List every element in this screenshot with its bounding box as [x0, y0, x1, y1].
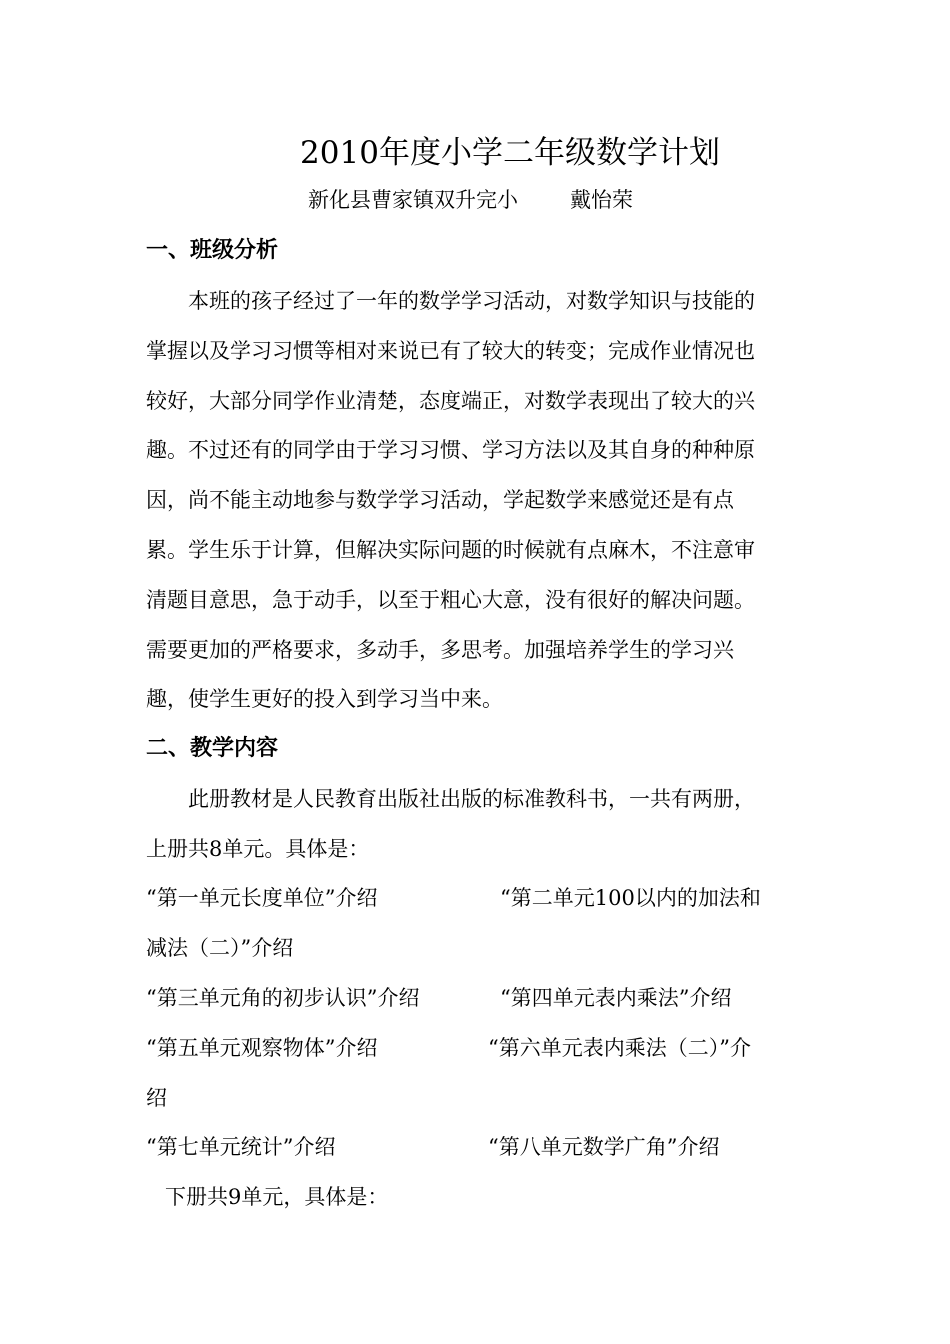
document-title: 2010年度小学二年级数学计划: [300, 135, 720, 171]
author-school: 新化县曹家镇双升完小: [308, 188, 518, 212]
paragraph-line: 因，尚不能主动地参与数学学习活动，学起数学来感觉还是有点: [146, 488, 734, 512]
unit-item: “第二单元100以内的加法和: [500, 886, 761, 910]
unit-item: “第六单元表内乘法（二）”介: [488, 1036, 751, 1060]
paragraph-line: 掌握以及学习习惯等相对来说已有了较大的转变；完成作业情况也: [146, 339, 755, 363]
unit-item: “第七单元统计”介绍: [146, 1135, 336, 1159]
paragraph-line: 较好，大部分同学作业清楚，态度端正，对数学表现出了较大的兴: [146, 389, 755, 413]
unit-item: 绍: [146, 1086, 167, 1110]
section-heading-teaching-content: 二、教学内容: [146, 736, 279, 761]
section-heading-class-analysis: 一、班级分析: [146, 238, 279, 263]
paragraph-line: 本班的孩子经过了一年的数学学习活动，对数学知识与技能的: [188, 289, 755, 313]
paragraph-line: 趣，使学生更好的投入到学习当中来。: [146, 687, 503, 711]
paragraph-line: 上册共8单元。具体是：: [146, 837, 370, 861]
paragraph-line: 趣。不过还有的同学由于学习习惯、学习方法以及其自身的种种原: [146, 438, 755, 462]
unit-item: 减法（二）”介绍: [146, 936, 294, 960]
paragraph-line: 需要更加的严格要求，多动手，多思考。加强培养学生的学习兴: [146, 638, 734, 662]
paragraph-line: 此册教材是人民教育出版社出版的标准教科书，一共有两册，: [188, 787, 755, 811]
paragraph-line: 累。学生乐于计算，但解决实际问题的时候就有点麻木，不注意审: [146, 538, 755, 562]
unit-item: “第一单元长度单位”介绍: [146, 886, 378, 910]
unit-item: “第五单元观察物体”介绍: [146, 1036, 378, 1060]
paragraph-line: 清题目意思，急于动手，以至于粗心大意，没有很好的解决问题。: [146, 588, 755, 612]
paragraph-line: 下册共9单元，具体是：: [165, 1185, 389, 1209]
unit-item: “第三单元角的初步认识”介绍: [146, 986, 420, 1010]
unit-item: “第四单元表内乘法”介绍: [500, 986, 732, 1010]
author-line: [308, 186, 633, 214]
author-name: 戴怡荣: [570, 188, 633, 212]
unit-item: “第八单元数学广角”介绍: [488, 1135, 720, 1159]
